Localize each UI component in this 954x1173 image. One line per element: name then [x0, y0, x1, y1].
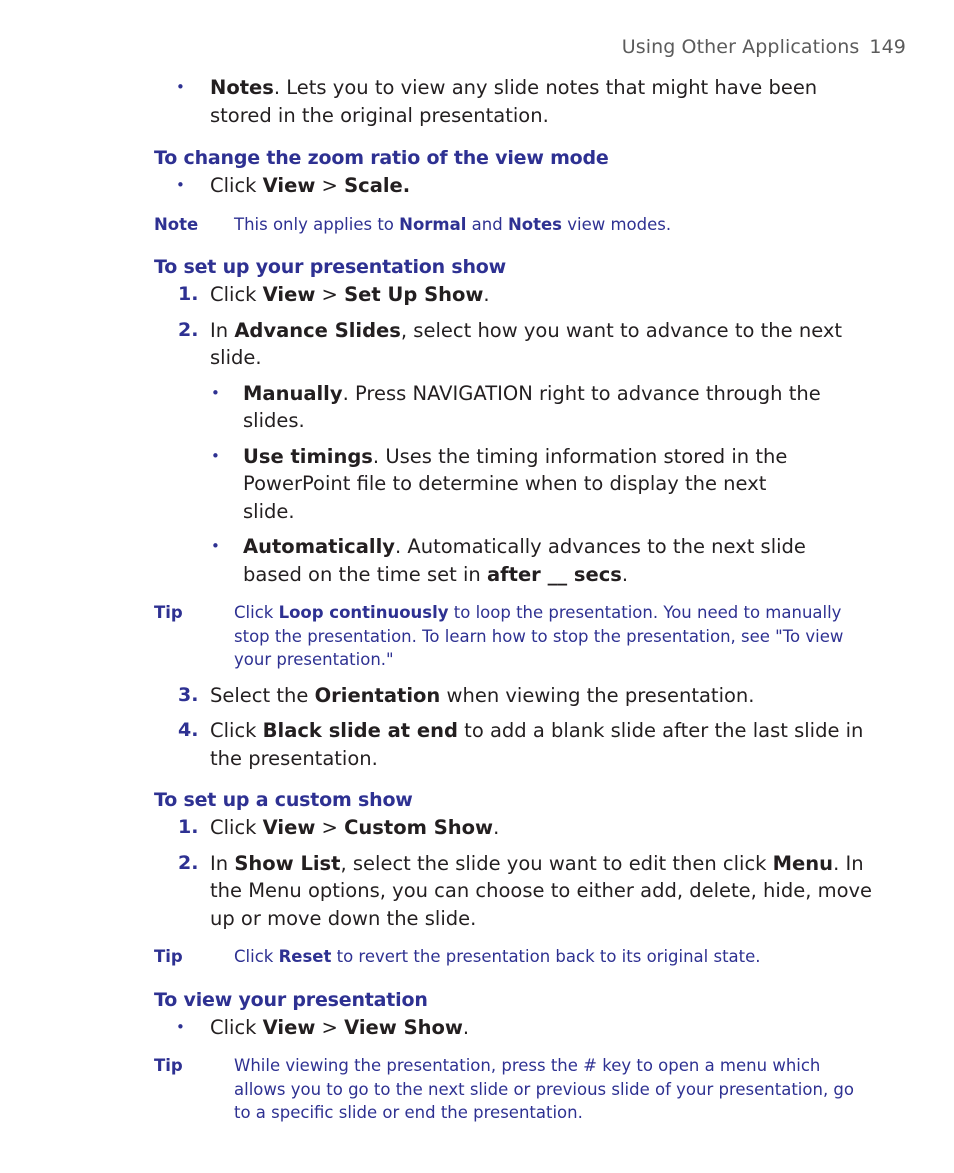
show-sub-auto: • Automatically. Automatically advances to the next slide based on the time set in after __ secs.	[211, 535, 806, 586]
show-step-3: 3. Select the Orientation when viewing the presentation.	[154, 682, 874, 710]
step-number: 2.	[178, 851, 199, 874]
show-tip	[154, 601, 874, 672]
page-content	[154, 74, 874, 1125]
show-step-4: 4. Click Black slide at end to add a blank slide after the last slide in the presentation.	[178, 719, 864, 770]
step-number: 4.	[178, 719, 199, 741]
bullet-icon: •	[176, 1017, 185, 1036]
view-step: • Click View > View Show.	[154, 1014, 874, 1042]
page-header	[622, 36, 906, 58]
show-heading: To set up your presentation show	[154, 256, 507, 278]
notes-bullet	[154, 74, 855, 129]
tip-text: Click Loop continuously to loop the presentation. You need to manually stop the presentation. To learn how to stop the presentation, see "To view your presentation."	[234, 603, 844, 669]
notes-desc: . Lets you to view any slide notes that might have been stored in the original presentation.	[210, 76, 818, 127]
section-title: Using Other Applications	[621, 36, 860, 58]
view-heading: To view your presentation	[154, 988, 428, 1011]
show-sub-timings: • Use timings. Uses the timing information stored in the PowerPoint file to determine when to display the next slide.	[211, 444, 788, 523]
tip-label: Tip	[154, 947, 183, 966]
zoom-note	[154, 213, 874, 237]
note-text: This only applies to Normal and Notes view modes.	[234, 214, 672, 234]
step-number: 2.	[178, 318, 199, 341]
tip-label: Tip	[154, 1056, 183, 1075]
bullet-icon: •	[176, 78, 185, 96]
show-sub-manually: • Manually. Press NAVIGATION right to advance through the slides.	[211, 381, 821, 432]
tip-label: Tip	[154, 603, 183, 622]
custom-tip	[154, 945, 874, 969]
zoom-heading: To change the zoom ratio of the view mode	[154, 147, 609, 169]
step-number: 1.	[178, 283, 199, 305]
tip-text: Click Reset to revert the presentation back to its original state.	[234, 947, 761, 966]
custom-heading: To set up a custom show	[154, 789, 413, 811]
bullet-icon: •	[211, 446, 220, 465]
zoom-step: • Click View > Scale.	[154, 172, 874, 200]
show-step-1: 1. Click View > Set Up Show.	[154, 281, 874, 309]
page-number: 149	[869, 36, 906, 58]
view-tip	[154, 1054, 874, 1125]
show-step-2: 2. In Advance Slides, select how you want to advance to the next slide.	[178, 318, 843, 369]
step-number: 1.	[178, 816, 199, 838]
step-number: 3.	[178, 683, 199, 706]
bullet-icon: •	[211, 537, 220, 555]
tip-text: While viewing the presentation, press the # key to open a menu which allows you to go to the next slide or previous slide of your presentation, go to a specific slide or end the presentation.	[234, 1056, 854, 1122]
bullet-icon: •	[176, 176, 185, 194]
custom-step-1: 1. Click View > Custom Show.	[154, 814, 874, 842]
bullet-icon: •	[211, 383, 220, 402]
note-label: Note	[154, 214, 199, 234]
notes-term: Notes	[210, 76, 274, 99]
custom-step-2: 2. In Show List, select the slide you want to edit then click Menu. In the Menu options, you can choose to either add, delete, hide, move up or move down the slide.	[178, 851, 873, 930]
